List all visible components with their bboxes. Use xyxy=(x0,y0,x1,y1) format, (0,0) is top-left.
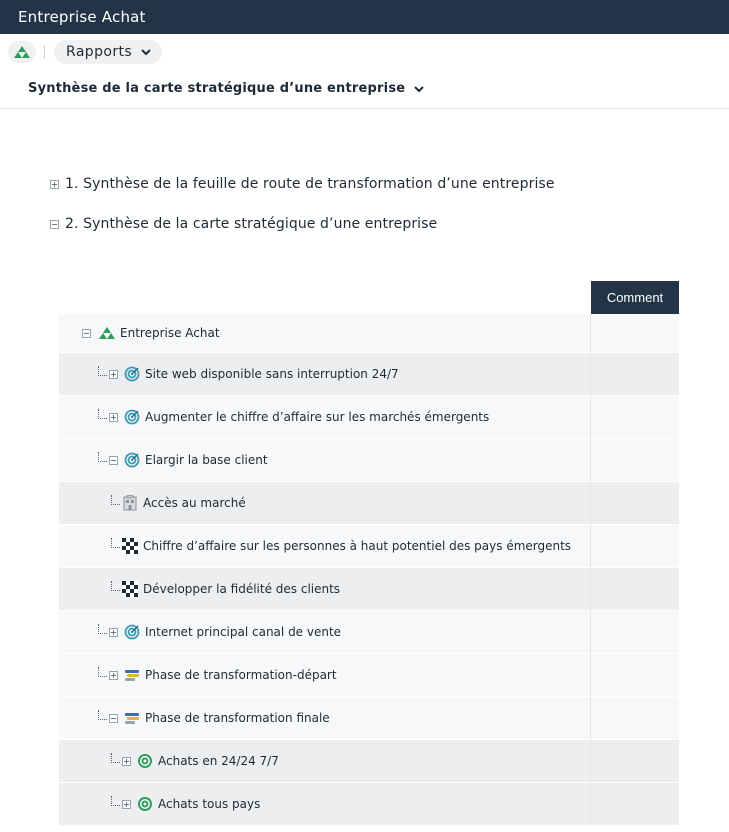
home-button[interactable] xyxy=(8,41,36,63)
row-label: Chiffre d’affaire sur les personnes à haut potentiel des pays émergents xyxy=(143,539,572,553)
comment-cell[interactable] xyxy=(590,314,591,352)
row-label: Développer la fidélité des clients xyxy=(143,582,341,596)
expand-icon[interactable] xyxy=(122,757,131,766)
table-row[interactable] xyxy=(59,611,679,654)
tree-connector xyxy=(98,366,107,376)
row-label: Entreprise Achat xyxy=(120,326,220,340)
table-header xyxy=(59,281,679,314)
chevron-down-icon xyxy=(413,83,425,95)
tree-connector xyxy=(111,753,120,763)
collapse-icon[interactable] xyxy=(109,456,118,465)
table-row[interactable] xyxy=(59,783,679,826)
tree-connector xyxy=(98,452,107,462)
comment-cell[interactable] xyxy=(590,697,591,739)
goal-icon xyxy=(137,753,153,769)
row-label: Site web disponible sans interruption 24/7 xyxy=(145,367,399,381)
report-selector[interactable] xyxy=(28,79,405,99)
collapse-icon[interactable] xyxy=(82,329,91,338)
collapse-icon[interactable] xyxy=(50,220,59,229)
goal-icon xyxy=(137,796,153,812)
comment-cell[interactable] xyxy=(590,568,591,610)
tree-connector xyxy=(111,495,120,505)
tree-cell xyxy=(98,396,489,438)
table-row[interactable] xyxy=(59,482,679,525)
rapports-dropdown[interactable] xyxy=(54,40,162,64)
tree-cell xyxy=(98,654,337,696)
chevron-down-icon xyxy=(140,46,152,58)
target-icon xyxy=(124,366,140,382)
expand-icon[interactable] xyxy=(109,628,118,637)
tree-cell xyxy=(98,697,330,739)
table-row[interactable] xyxy=(59,439,679,482)
comment-cell[interactable] xyxy=(590,611,591,653)
app-title-bar xyxy=(0,0,729,34)
tree-connector xyxy=(111,581,120,591)
tree-cell xyxy=(111,482,246,524)
tree-connector xyxy=(98,667,107,677)
enterprise-icon xyxy=(99,325,115,341)
table-row[interactable] xyxy=(59,314,679,353)
target-icon xyxy=(124,452,140,468)
tree-cell xyxy=(98,353,399,395)
row-label: Elargir la base client xyxy=(145,453,268,467)
tree-cell xyxy=(82,314,220,352)
tree-cell xyxy=(111,525,571,567)
section-roadmap[interactable] xyxy=(50,174,555,194)
column-header-comment[interactable]: Comment xyxy=(591,281,679,314)
tree-cell xyxy=(111,568,340,610)
tree-connector xyxy=(98,409,107,419)
comment-cell[interactable] xyxy=(590,740,591,782)
target-icon xyxy=(124,624,140,640)
table-row[interactable] xyxy=(59,568,679,611)
tree-cell xyxy=(111,783,260,825)
expand-icon[interactable] xyxy=(109,413,118,422)
strategy-table xyxy=(59,281,679,826)
row-label: Achats en 24/24 7/7 xyxy=(158,754,279,768)
comment-cell[interactable] xyxy=(590,525,591,567)
expand-icon[interactable] xyxy=(50,180,59,189)
expand-icon[interactable] xyxy=(109,370,118,379)
tree-cell xyxy=(98,439,268,481)
comment-cell[interactable] xyxy=(590,482,591,524)
expand-icon[interactable] xyxy=(122,800,131,809)
report-selector-label: Synthèse de la carte stratégique d’une entreprise xyxy=(28,81,406,96)
table-row[interactable] xyxy=(59,740,679,783)
table-row[interactable] xyxy=(59,654,679,697)
comment-cell[interactable] xyxy=(590,353,591,395)
tree-cell xyxy=(111,740,279,782)
enterprise-icon xyxy=(14,45,30,59)
row-label: Accès au marché xyxy=(143,496,246,510)
rapports-label: Rapports xyxy=(66,44,133,60)
comment-cell[interactable] xyxy=(590,783,591,825)
table-row[interactable] xyxy=(59,525,679,568)
comment-cell[interactable] xyxy=(590,439,591,481)
app-title: Entreprise Achat xyxy=(18,8,146,26)
table-row[interactable] xyxy=(59,396,679,439)
row-label: Augmenter le chiffre d’affaire sur les marchés émergents xyxy=(145,410,490,424)
section-strategy-map[interactable] xyxy=(50,214,437,234)
toolbar xyxy=(0,34,729,70)
checkered-flag-icon xyxy=(122,538,138,554)
tree-cell xyxy=(98,611,341,653)
row-label: Internet principal canal de vente xyxy=(145,625,342,639)
tree-connector xyxy=(111,796,120,806)
phase-icon xyxy=(124,667,140,683)
tree-connector xyxy=(98,710,107,720)
comment-cell[interactable] xyxy=(590,396,591,438)
toolbar-divider xyxy=(44,45,45,59)
section-title: 1. Synthèse de la feuille de route de transformation d’une entreprise xyxy=(65,176,555,192)
tree-connector xyxy=(98,624,107,634)
header-divider xyxy=(0,108,729,109)
target-icon xyxy=(124,409,140,425)
expand-icon[interactable] xyxy=(109,671,118,680)
table-row[interactable] xyxy=(59,697,679,740)
checkered-flag-icon xyxy=(122,581,138,597)
tree-connector xyxy=(111,538,120,548)
comment-cell[interactable] xyxy=(590,654,591,696)
row-label: Phase de transformation finale xyxy=(145,711,330,725)
table-row[interactable] xyxy=(59,353,679,396)
section-title: 2. Synthèse de la carte stratégique d’une entreprise xyxy=(65,216,438,232)
phase-icon xyxy=(124,710,140,726)
row-label: Phase de transformation-départ xyxy=(145,668,337,682)
building-icon xyxy=(122,495,138,511)
collapse-icon[interactable] xyxy=(109,714,118,723)
row-label: Achats tous pays xyxy=(158,797,261,811)
